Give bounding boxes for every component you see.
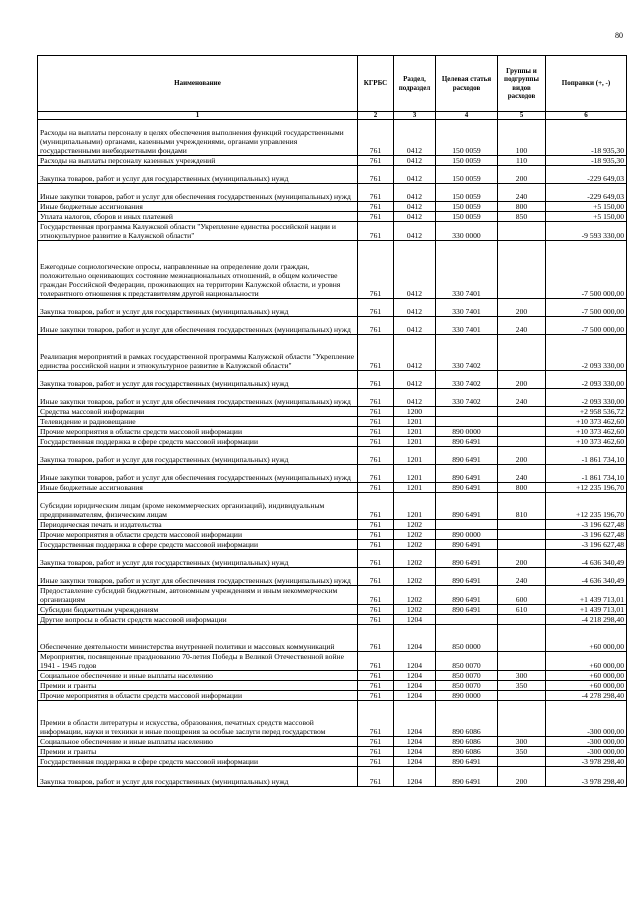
column-header-groups: Группы и подгруппы видов расходов [498,56,546,112]
row-amendment-cell: +60 000,00 [546,681,627,691]
row-kgrbs-cell: 761 [358,212,394,222]
row-group-cell: 300 [498,671,546,681]
row-amendment-cell: -1 861 734,10 [546,465,627,483]
row-name-cell: Закупка товаров, работ и услуг для государственных (муниципальных) нужд [38,371,358,389]
table-row [38,120,627,156]
row-kgrbs-cell: 761 [358,407,394,417]
row-section-cell: 1201 [394,465,436,483]
row-group-cell: 350 [498,747,546,757]
row-section-cell: 1202 [394,540,436,550]
row-name-cell: Расходы на выплаты персоналу казенных учреждений [38,156,358,166]
row-group-cell: 100 [498,120,546,156]
row-section-cell: 1204 [394,615,436,625]
row-group-cell [498,625,546,652]
row-kgrbs-cell: 761 [358,483,394,493]
row-section-cell: 1201 [394,447,436,465]
table-row [38,299,627,317]
row-group-cell: 200 [498,299,546,317]
row-kgrbs-cell: 761 [358,747,394,757]
row-name-cell: Реализация мероприятий в рамках государственной программы Калужской области "Укрепление единства российской нации и этнокультурное развитие в Калужской области" [38,335,358,371]
row-target-cell: 890 6086 [436,747,498,757]
row-target-cell: 150 0059 [436,120,498,156]
row-name-cell: Средства массовой информации [38,407,358,417]
row-target-cell: 890 6491 [436,586,498,605]
row-amendment-cell: +10 373 462,60 [546,437,627,447]
row-kgrbs-cell: 761 [358,335,394,371]
row-group-cell: 200 [498,447,546,465]
table-row [38,615,627,625]
row-kgrbs-cell: 761 [358,605,394,615]
row-target-cell: 890 6491 [436,437,498,447]
table-row [38,550,627,568]
row-group-cell: 200 [498,371,546,389]
row-amendment-cell: -3 196 627,48 [546,520,627,530]
row-name-cell: Периодическая печать и издательства [38,520,358,530]
row-amendment-cell: +5 150,00 [546,202,627,212]
column-number: 4 [436,112,498,120]
column-header-section: Раздел, подраздел [394,56,436,112]
table-row [38,407,627,417]
row-section-cell: 1204 [394,652,436,671]
row-name-cell: Расходы на выплаты персоналу в целях обеспечения выполнения функций государственными (муниципальными) органами, казенными учреждениями, органами управления государственными внебюджетными фондами [38,120,358,156]
row-target-cell: 890 6491 [436,550,498,568]
row-group-cell [498,520,546,530]
row-group-cell [498,701,546,737]
row-group-cell [498,437,546,447]
row-group-cell [498,407,546,417]
row-group-cell: 850 [498,212,546,222]
row-section-cell: 0412 [394,335,436,371]
row-kgrbs-cell: 761 [358,447,394,465]
row-name-cell: Уплата налогов, сборов и иных платежей [38,212,358,222]
row-kgrbs-cell: 761 [358,681,394,691]
row-target-cell: 330 7401 [436,299,498,317]
row-section-cell: 1201 [394,437,436,447]
row-target-cell: 330 7401 [436,241,498,299]
table-row [38,681,627,691]
table-row [38,371,627,389]
row-name-cell: Прочие мероприятия в области средств массовой информации [38,691,358,701]
row-group-cell: 240 [498,389,546,407]
budget-amendments-table [37,55,627,787]
row-amendment-cell: -300 000,00 [546,747,627,757]
row-amendment-cell: -300 000,00 [546,701,627,737]
row-section-cell: 1200 [394,407,436,417]
row-kgrbs-cell: 761 [358,586,394,605]
row-section-cell: 1204 [394,681,436,691]
table-row [38,493,627,520]
row-section-cell: 0412 [394,222,436,241]
row-name-cell: Закупка товаров, работ и услуг для государственных (муниципальных) нужд [38,767,358,787]
row-section-cell: 0412 [394,299,436,317]
table-row [38,465,627,483]
row-kgrbs-cell: 761 [358,299,394,317]
row-name-cell: Социальное обеспечение и иные выплаты населению [38,671,358,681]
row-kgrbs-cell: 761 [358,550,394,568]
row-group-cell [498,615,546,625]
table-row [38,605,627,615]
table-row [38,212,627,222]
row-target-cell: 890 6491 [436,568,498,586]
row-kgrbs-cell: 761 [358,568,394,586]
row-target-cell: 890 6491 [436,767,498,787]
table-row [38,437,627,447]
row-name-cell: Государственная поддержка в сфере средств массовой информации [38,757,358,767]
table-row [38,625,627,652]
table-row [38,202,627,212]
row-group-cell: 110 [498,156,546,166]
row-kgrbs-cell: 761 [358,520,394,530]
row-section-cell: 1204 [394,691,436,701]
row-amendment-cell: -2 093 330,00 [546,389,627,407]
row-amendment-cell: -3 978 298,40 [546,767,627,787]
row-section-cell: 1201 [394,493,436,520]
row-amendment-cell: +10 373 462,60 [546,427,627,437]
column-number-row [38,112,627,120]
row-name-cell: Закупка товаров, работ и услуг для государственных (муниципальных) нужд [38,447,358,465]
row-section-cell: 0412 [394,202,436,212]
page-number: 80 [615,31,623,40]
table-row [38,241,627,299]
table-body [38,120,627,787]
row-amendment-cell: -3 196 627,48 [546,540,627,550]
table-row [38,335,627,371]
column-number: 2 [358,112,394,120]
row-target-cell: 850 0070 [436,652,498,671]
table-row [38,691,627,701]
row-kgrbs-cell: 761 [358,767,394,787]
row-amendment-cell: -4 278 298,40 [546,691,627,701]
row-group-cell: 240 [498,184,546,202]
row-section-cell: 1204 [394,737,436,747]
row-target-cell: 330 0000 [436,222,498,241]
row-section-cell: 1204 [394,747,436,757]
row-kgrbs-cell: 761 [358,222,394,241]
row-kgrbs-cell: 761 [358,389,394,407]
row-kgrbs-cell: 761 [358,156,394,166]
row-target-cell: 890 6086 [436,701,498,737]
row-section-cell: 0412 [394,371,436,389]
row-section-cell: 0412 [394,156,436,166]
table-row [38,568,627,586]
row-amendment-cell: -1 861 734,10 [546,447,627,465]
row-kgrbs-cell: 761 [358,120,394,156]
row-name-cell: Прочие мероприятия в области средств массовой информации [38,427,358,437]
row-kgrbs-cell: 761 [358,437,394,447]
table-row [38,417,627,427]
row-name-cell: Предоставление субсидий бюджетным, автономным учреждениям и иным некоммерческим организациям [38,586,358,605]
row-kgrbs-cell: 761 [358,540,394,550]
row-name-cell: Социальное обеспечение и иные выплаты населению [38,737,358,747]
row-kgrbs-cell: 761 [358,166,394,184]
row-kgrbs-cell: 761 [358,701,394,737]
row-name-cell: Прочие мероприятия в области средств массовой информации [38,530,358,540]
row-amendment-cell: -4 636 340,49 [546,550,627,568]
row-name-cell: Государственная программа Калужской области "Укрепление единства российской нации и этнокультурное развитие в Калужской области" [38,222,358,241]
row-name-cell: Иные бюджетные ассигнования [38,483,358,493]
row-target-cell: 890 6491 [436,757,498,767]
column-header-name: Наименование [38,56,358,112]
row-name-cell: Иные закупки товаров, работ и услуг для обеспечения государственных (муниципальных) нужд [38,184,358,202]
row-section-cell: 0412 [394,166,436,184]
column-number: 5 [498,112,546,120]
row-section-cell: 0412 [394,212,436,222]
row-kgrbs-cell: 761 [358,691,394,701]
table-row [38,166,627,184]
row-section-cell: 0412 [394,184,436,202]
row-kgrbs-cell: 761 [358,530,394,540]
row-section-cell: 0412 [394,317,436,335]
row-kgrbs-cell: 761 [358,737,394,747]
row-section-cell: 1201 [394,427,436,437]
row-target-cell: 150 0059 [436,184,498,202]
row-section-cell: 1204 [394,767,436,787]
row-name-cell: Премии и гранты [38,747,358,757]
row-kgrbs-cell: 761 [358,757,394,767]
row-amendment-cell: -4 218 298,40 [546,615,627,625]
row-kgrbs-cell: 761 [358,465,394,483]
row-group-cell [498,652,546,671]
row-target-cell [436,520,498,530]
row-group-cell [498,241,546,299]
row-kgrbs-cell: 761 [358,493,394,520]
row-kgrbs-cell: 761 [358,371,394,389]
table-row [38,757,627,767]
row-group-cell: 240 [498,465,546,483]
row-section-cell: 1202 [394,568,436,586]
table-row [38,701,627,737]
row-amendment-cell: -7 500 000,00 [546,241,627,299]
row-target-cell: 850 0070 [436,671,498,681]
column-number: 6 [546,112,627,120]
row-name-cell: Другие вопросы в области средств массовой информации [38,615,358,625]
row-amendment-cell: -229 649,03 [546,184,627,202]
row-amendment-cell: +12 235 196,70 [546,483,627,493]
table-row [38,447,627,465]
column-header-kgrbs: КГРБС [358,56,394,112]
row-target-cell: 330 7401 [436,317,498,335]
row-name-cell: Премии в области литературы и искусства, образования, печатных средств массовой информации, науки и техники и иные поощрения за особые заслуги перед государством [38,701,358,737]
table-row [38,540,627,550]
row-group-cell: 800 [498,202,546,212]
table-row [38,483,627,493]
row-amendment-cell: +1 439 713,01 [546,605,627,615]
row-section-cell: 1201 [394,417,436,427]
row-target-cell: 850 0000 [436,625,498,652]
row-amendment-cell: -2 093 330,00 [546,335,627,371]
row-kgrbs-cell: 761 [358,184,394,202]
row-kgrbs-cell: 761 [358,625,394,652]
row-target-cell: 150 0059 [436,212,498,222]
column-number: 3 [394,112,436,120]
row-section-cell: 1202 [394,530,436,540]
row-amendment-cell: +60 000,00 [546,671,627,681]
row-amendment-cell: -18 935,30 [546,156,627,166]
row-target-cell: 890 6491 [436,540,498,550]
row-group-cell: 200 [498,550,546,568]
row-section-cell: 1202 [394,550,436,568]
row-kgrbs-cell: 761 [358,427,394,437]
row-name-cell: Ежегодные социологические опросы, направленные на определение доли граждан, положительно оценивающих состояние межнациональных отношений, в общем количестве граждан Российской Федерации, проживающих на территории Калужской области, и уровня толерантного отношения к представителям другой национальности [38,241,358,299]
row-section-cell: 1202 [394,586,436,605]
row-target-cell: 890 6491 [436,493,498,520]
row-section-cell: 1204 [394,701,436,737]
row-name-cell: Закупка товаров, работ и услуг для государственных (муниципальных) нужд [38,550,358,568]
row-target-cell: 150 0059 [436,166,498,184]
row-target-cell: 330 7402 [436,389,498,407]
row-group-cell: 350 [498,681,546,691]
row-group-cell [498,530,546,540]
row-amendment-cell: -9 593 330,00 [546,222,627,241]
row-group-cell [498,222,546,241]
row-section-cell: 0412 [394,241,436,299]
row-name-cell: Премии и гранты [38,681,358,691]
table-row [38,737,627,747]
row-name-cell: Иные закупки товаров, работ и услуг для обеспечения государственных (муниципальных) нужд [38,389,358,407]
row-amendment-cell: -3 978 298,40 [546,757,627,767]
row-kgrbs-cell: 761 [358,615,394,625]
row-group-cell [498,427,546,437]
row-group-cell [498,417,546,427]
table-row [38,586,627,605]
row-target-cell: 890 0000 [436,427,498,437]
row-section-cell: 1202 [394,520,436,530]
row-section-cell: 1201 [394,483,436,493]
table-row [38,389,627,407]
row-amendment-cell: +12 235 196,70 [546,493,627,520]
row-amendment-cell: -4 636 340,49 [546,568,627,586]
row-name-cell: Государственная поддержка в сфере средств массовой информации [38,540,358,550]
row-group-cell: 800 [498,483,546,493]
row-section-cell: 0412 [394,389,436,407]
row-name-cell: Иные закупки товаров, работ и услуг для обеспечения государственных (муниципальных) нужд [38,465,358,483]
row-section-cell: 1204 [394,671,436,681]
row-group-cell [498,335,546,371]
row-target-cell: 850 0070 [436,681,498,691]
table-row [38,652,627,671]
table-row [38,767,627,787]
row-amendment-cell: +5 150,00 [546,212,627,222]
row-target-cell [436,615,498,625]
row-amendment-cell: -300 000,00 [546,737,627,747]
column-header-target: Целевая статья расходов [436,56,498,112]
row-name-cell: Обеспечение деятельности министерства внутренней политики и массовых коммуникаций [38,625,358,652]
row-target-cell [436,417,498,427]
row-kgrbs-cell: 761 [358,317,394,335]
row-group-cell: 300 [498,737,546,747]
row-amendment-cell: +2 958 536,72 [546,407,627,417]
row-target-cell: 890 6491 [436,447,498,465]
table-row [38,427,627,437]
row-group-cell: 200 [498,767,546,787]
column-header-amendments: Поправки (+, -) [546,56,627,112]
table-row [38,520,627,530]
row-kgrbs-cell: 761 [358,417,394,427]
table-row [38,184,627,202]
row-target-cell: 330 7402 [436,371,498,389]
row-kgrbs-cell: 761 [358,671,394,681]
table-row [38,156,627,166]
table-row [38,222,627,241]
row-group-cell: 810 [498,493,546,520]
table-row [38,317,627,335]
row-target-cell: 890 0000 [436,691,498,701]
row-kgrbs-cell: 761 [358,202,394,212]
row-name-cell: Мероприятия, посвященные празднованию 70-летия Победы в Великой Отечественной войне 1941 - 1945 годов [38,652,358,671]
row-section-cell: 0412 [394,120,436,156]
row-group-cell: 240 [498,568,546,586]
row-name-cell: Иные закупки товаров, работ и услуг для обеспечения государственных (муниципальных) нужд [38,568,358,586]
row-target-cell [436,407,498,417]
row-group-cell: 610 [498,605,546,615]
row-target-cell: 890 0000 [436,530,498,540]
row-kgrbs-cell: 761 [358,241,394,299]
row-target-cell: 890 6491 [436,483,498,493]
row-target-cell: 150 0059 [436,156,498,166]
table-row [38,671,627,681]
row-name-cell: Субсидии юридическим лицам (кроме некоммерческих организаций), индивидуальным предпринимателям, физическим лицам [38,493,358,520]
row-name-cell: Телевидение и радиовещание [38,417,358,427]
row-section-cell: 1204 [394,625,436,652]
row-name-cell: Государственная поддержка в сфере средств массовой информации [38,437,358,447]
row-group-cell: 600 [498,586,546,605]
row-name-cell: Закупка товаров, работ и услуг для государственных (муниципальных) нужд [38,299,358,317]
row-group-cell [498,691,546,701]
row-amendment-cell: -7 500 000,00 [546,299,627,317]
row-group-cell: 240 [498,317,546,335]
table-row [38,530,627,540]
row-kgrbs-cell: 761 [358,652,394,671]
row-group-cell [498,540,546,550]
row-name-cell: Закупка товаров, работ и услуг для государственных (муниципальных) нужд [38,166,358,184]
row-section-cell: 1202 [394,605,436,615]
row-target-cell: 890 6491 [436,465,498,483]
row-amendment-cell: -3 196 627,48 [546,530,627,540]
table-header-row [38,56,627,112]
row-amendment-cell: -229 649,03 [546,166,627,184]
row-amendment-cell: -2 093 330,00 [546,371,627,389]
row-amendment-cell: +10 373 462,60 [546,417,627,427]
row-group-cell [498,757,546,767]
row-section-cell: 1204 [394,757,436,767]
row-name-cell: Иные бюджетные ассигнования [38,202,358,212]
row-amendment-cell: +1 439 713,01 [546,586,627,605]
column-number: 1 [38,112,358,120]
table-row [38,747,627,757]
row-group-cell: 200 [498,166,546,184]
row-amendment-cell: -7 500 000,00 [546,317,627,335]
row-amendment-cell: +60 000,00 [546,652,627,671]
row-amendment-cell: -18 935,30 [546,120,627,156]
row-target-cell: 890 6491 [436,605,498,615]
row-target-cell: 330 7402 [436,335,498,371]
row-name-cell: Субсидии бюджетным учреждениям [38,605,358,615]
row-amendment-cell: +60 000,00 [546,625,627,652]
row-name-cell: Иные закупки товаров, работ и услуг для обеспечения государственных (муниципальных) нужд [38,317,358,335]
row-target-cell: 890 6086 [436,737,498,747]
row-target-cell: 150 0059 [436,202,498,212]
